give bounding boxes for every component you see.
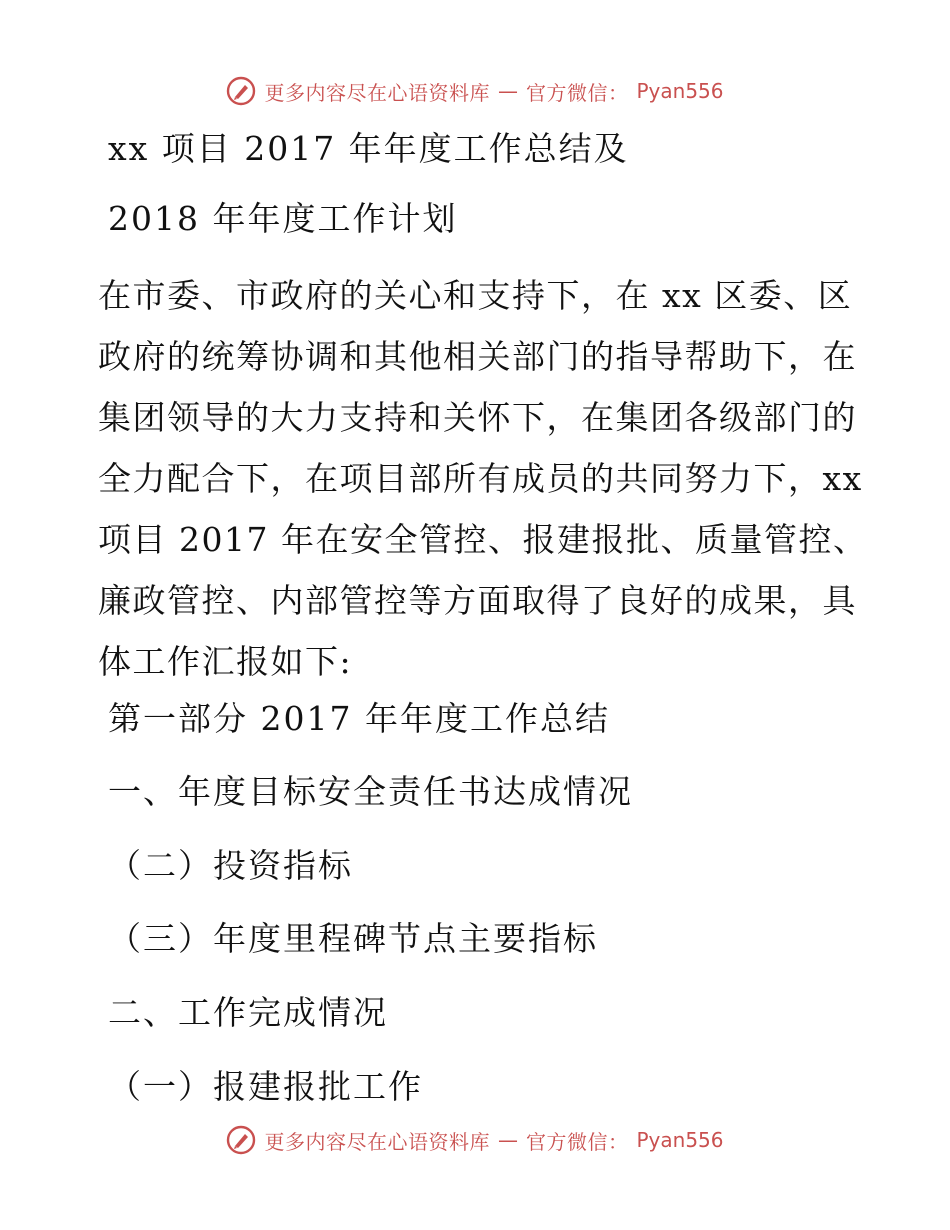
subsection-milestone-heading: （三）年度里程碑节点主要指标	[108, 919, 598, 958]
watermark-footer	[0, 1120, 950, 1160]
watermark-header	[0, 71, 950, 111]
watermark-separator: —	[497, 79, 518, 103]
intro-line: 廉政管控、内部管控等方面取得了良好的成果，具	[98, 581, 857, 620]
section1-heading: 一、年度目标安全责任书达成情况	[108, 772, 633, 811]
intro-line: 体工作汇报如下:	[98, 642, 353, 681]
intro-line: 全力配合下，在项目部所有成员的共同努力下，xx	[98, 459, 863, 498]
watermark-text: 更多内容尽在心语资料库	[264, 80, 490, 105]
watermark-text: 更多内容尽在心语资料库	[264, 1129, 490, 1154]
document-title-line-1: xx 项目 2017 年年度工作总结及	[108, 129, 629, 168]
subsection-approval-heading: （一）报建报批工作	[108, 1067, 423, 1106]
intro-line: 集团领导的大力支持和关怀下，在集团各级部门的	[98, 398, 857, 437]
subsection-investment-heading: （二）投资指标	[108, 846, 353, 885]
section2-heading: 二、工作完成情况	[108, 993, 388, 1032]
watermark-account: Pyan556	[636, 79, 724, 103]
intro-line: 项目 2017 年在安全管控、报建报批、质量管控、	[98, 520, 868, 559]
intro-line: 政府的统筹协调和其他相关部门的指导帮助下，在	[98, 337, 857, 376]
intro-line: 在市委、市政府的关心和支持下，在 xx 区委、区	[98, 276, 853, 315]
pen-logo-icon	[226, 76, 256, 106]
watermark-account: Pyan556	[636, 1128, 724, 1152]
part1-heading: 第一部分 2017 年年度工作总结	[108, 699, 610, 738]
document-title-line-2: 2018 年年度工作计划	[108, 199, 458, 238]
watermark-suffix: 官方微信：	[525, 80, 629, 105]
watermark-separator: —	[497, 1128, 518, 1152]
watermark-suffix: 官方微信：	[525, 1129, 629, 1154]
intro-paragraph	[98, 265, 868, 692]
pen-logo-icon	[226, 1125, 256, 1155]
